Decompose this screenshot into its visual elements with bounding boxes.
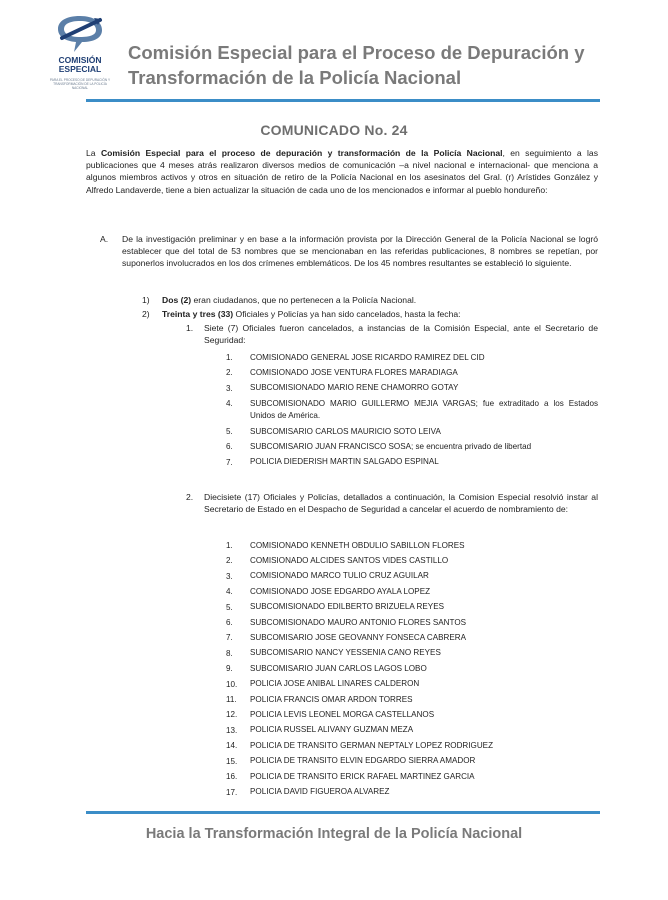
table-row [226, 396, 598, 424]
table-row [226, 677, 598, 692]
row-number: 7. [226, 457, 233, 467]
row-number: 17. [226, 787, 238, 797]
table-row [226, 538, 598, 553]
row-name: POLICIA FRANCIS OMAR ARDON TORRES [250, 694, 413, 704]
officers-to-cancel-list [226, 538, 598, 800]
table-row [226, 600, 598, 615]
list-item-rest: Oficiales y Policías ya han sido cancelados, hasta la fecha: [233, 309, 461, 319]
row-number: 5. [226, 602, 233, 612]
list-item-number: 2) [142, 309, 150, 319]
intro-entity: Comisión Especial para el proceso de depuración y transformación de la Policía Nacional [100, 148, 503, 158]
table-row [226, 707, 598, 722]
list-item-rest: eran ciudadanos, que no pertenecen a la Policía Nacional. [191, 295, 417, 305]
table-row [226, 350, 598, 365]
commission-logo [42, 12, 118, 98]
row-number: 1. [226, 353, 233, 362]
communique-title: COMUNICADO No. 24 [260, 122, 408, 138]
table-row [226, 365, 598, 380]
footer-divider [86, 811, 600, 814]
section-a-letter: A. [100, 234, 109, 244]
row-name: COMISIONADO JOSE VENTURA FLORES MARADIAGA [250, 367, 458, 377]
cancelled-officers-list [226, 350, 598, 470]
row-number: 1. [226, 541, 233, 550]
logo-emblem-icon [54, 12, 106, 56]
row-number: 3. [226, 571, 233, 581]
subsection-2 [186, 492, 598, 515]
row-number: 8. [226, 648, 233, 658]
logo-line-2: ESPECIAL [58, 64, 102, 74]
list-item-bold: Dos (2) [162, 295, 192, 305]
row-number: 14. [226, 741, 238, 751]
subsection-number: 1. [186, 323, 194, 333]
intro-rest: , en seguimiento a las publicaciones que 4 meses atrás realizaron diversos medios de comunicación –a nivel nacional e internacional- que menciona a algunos miembros activos y otros en situación de retiro de la Policía Nacional en los asesinatos del Gral. (r) Arístides González y Alfredo Landaverde, tiene a bien actualizar la situación de cada uno de los mencionados e informar al pueblo hondureño: [86, 148, 599, 195]
row-number: 7. [226, 633, 233, 643]
table-row [226, 630, 598, 645]
row-name: COMISIONADO GENERAL JOSE RICARDO RAMIREZ DEL CID [250, 352, 485, 362]
table-row [226, 424, 598, 439]
row-name: SUBCOMISARIO NANCY YESSENIA CANO REYES [250, 648, 441, 658]
header-title [128, 40, 628, 90]
row-name: SUBCOMISIONADO MARIO GUILLERMO MEJIA VARGAS; fue extraditado a los Estados Unidos de América. [250, 398, 598, 421]
row-name: POLICIA RUSSEL ALIVANY GUZMAN MEZA [250, 725, 414, 735]
row-number: 12. [226, 710, 238, 720]
table-row [226, 754, 598, 769]
row-name: SUBCOMISARIO CARLOS MAURICIO SOTO LEIVA [250, 426, 441, 436]
intro-paragraph [86, 147, 598, 196]
table-row [226, 439, 598, 454]
subsection-text: Diecisiete (17) Oficiales y Policías, detallados a continuación, la Comision Especial resolvió instar al Secretario de Estado en el Despacho de Seguridad a cancelar el acuerdo de nombramiento de: [204, 492, 598, 514]
row-number: 3. [226, 383, 233, 393]
row-name: POLICIA DIEDERISH MARTIN SALGADO ESPINAL [250, 457, 439, 467]
row-name: SUBCOMISARIO JOSE GEOVANNY FONSECA CABRERA [250, 632, 467, 642]
table-row [226, 646, 598, 661]
section-a-text: De la investigación preliminar y en base a la información provista por la Dirección General de la Policía Nacional se logró establecer que del total de 53 nombres que se mencionaban en las referidas publicaciones, 8 nombres se repetían, por suponerlos involucrados en los dos crímenes emblemáticos. De los 45 nombres resultantes se estableció lo siguiente. [122, 234, 598, 268]
subsection-1 [186, 323, 598, 346]
row-name: SUBCOMISIONADO MAURO ANTONIO FLORES SANTOS [250, 617, 467, 627]
logo-line-1: COMISIÓN [58, 55, 102, 65]
row-name: POLICIA DE TRANSITO ELVIN EDGARDO SIERRA AMADOR [250, 756, 476, 766]
footer-slogan: Hacia la Transformación Integral de la Policía Nacional [145, 826, 523, 842]
row-number: 2. [226, 556, 233, 566]
row-number: 2. [226, 368, 233, 378]
row-name: POLICIA DE TRANSITO GERMAN NEPTALY LOPEZ RODRIGUEZ [250, 740, 494, 750]
table-row [226, 661, 598, 676]
row-number: 6. [226, 442, 233, 452]
header-divider [86, 99, 600, 102]
table-row [226, 584, 598, 599]
subsection-text: Siete (7) Oficiales fueron cancelados, a instancias de la Comisión Especial, ante el Secretario de Seguridad: [204, 323, 598, 345]
row-name: POLICIA DE TRANSITO ERICK RAFAEL MARTINEZ GARCIA [250, 771, 475, 781]
row-name: POLICIA DAVID FIGUEROA ALVAREZ [250, 787, 390, 796]
table-row [226, 785, 598, 800]
table-row [226, 553, 598, 568]
list-item-text [162, 294, 416, 306]
row-name: COMISIONADO ALCIDES SANTOS VIDES CASTILLO [250, 555, 449, 565]
row-name: POLICIA LEVIS LEONEL MORGA CASTELLANOS [250, 709, 435, 719]
table-row [226, 569, 598, 584]
row-name: SUBCOMISARIO JUAN CARLOS LAGOS LOBO [250, 663, 427, 673]
logo-tagline: PARA EL PROCESO DE DEPURACIÓN Y TRANSFORMACIÓN DE LA POLICÍA NACIONAL [49, 78, 111, 90]
row-number: 15. [226, 756, 238, 766]
row-number: 4. [226, 587, 233, 597]
list-item-number: 1) [142, 295, 150, 305]
subsection-number: 2. [186, 492, 194, 502]
logo-wordmark [42, 56, 118, 74]
section-a [86, 234, 598, 270]
row-name: COMISIONADO KENNETH OBDULIO SABILLON FLORES [250, 540, 465, 550]
table-row [226, 615, 598, 630]
table-row [226, 692, 598, 707]
row-number: 4. [226, 399, 233, 409]
table-row [226, 769, 598, 784]
table-row [226, 381, 598, 396]
header-title-line-2: Transformación de la Policía Nacional [128, 67, 462, 88]
row-name: SUBCOMISIONADO MARIO RENE CHAMORRO GOTAY [250, 383, 459, 393]
table-row [226, 723, 598, 738]
row-name: COMISIONADO JOSE EDGARDO AYALA LOPEZ [250, 586, 431, 596]
row-name: POLICIA JOSE ANIBAL LINARES CALDERON [250, 679, 420, 689]
row-number: 13. [226, 725, 238, 735]
header-title-line-1: Comisión Especial para el Proceso de Depuración y [128, 42, 585, 63]
list-item-bold: Treinta y tres (33) [162, 309, 234, 319]
row-number: 16. [226, 772, 238, 782]
row-number: 5. [226, 427, 233, 437]
row-number: 9. [226, 664, 233, 674]
table-row [226, 738, 598, 753]
row-name: SUBCOMISIONADO EDILBERTO BRIZUELA REYES [250, 602, 445, 612]
row-name: COMISIONADO MARCO TULIO CRUZ AGUILAR [250, 571, 429, 581]
row-number: 10. [226, 679, 238, 689]
table-row [226, 455, 598, 470]
row-name: SUBCOMISARIO JUAN FRANCISCO SOSA; se encuentra privado de libertad [250, 441, 532, 451]
intro-lead: La [86, 148, 101, 158]
row-number: 6. [226, 618, 233, 628]
list-item-text [162, 308, 461, 320]
row-number: 11. [226, 695, 237, 705]
